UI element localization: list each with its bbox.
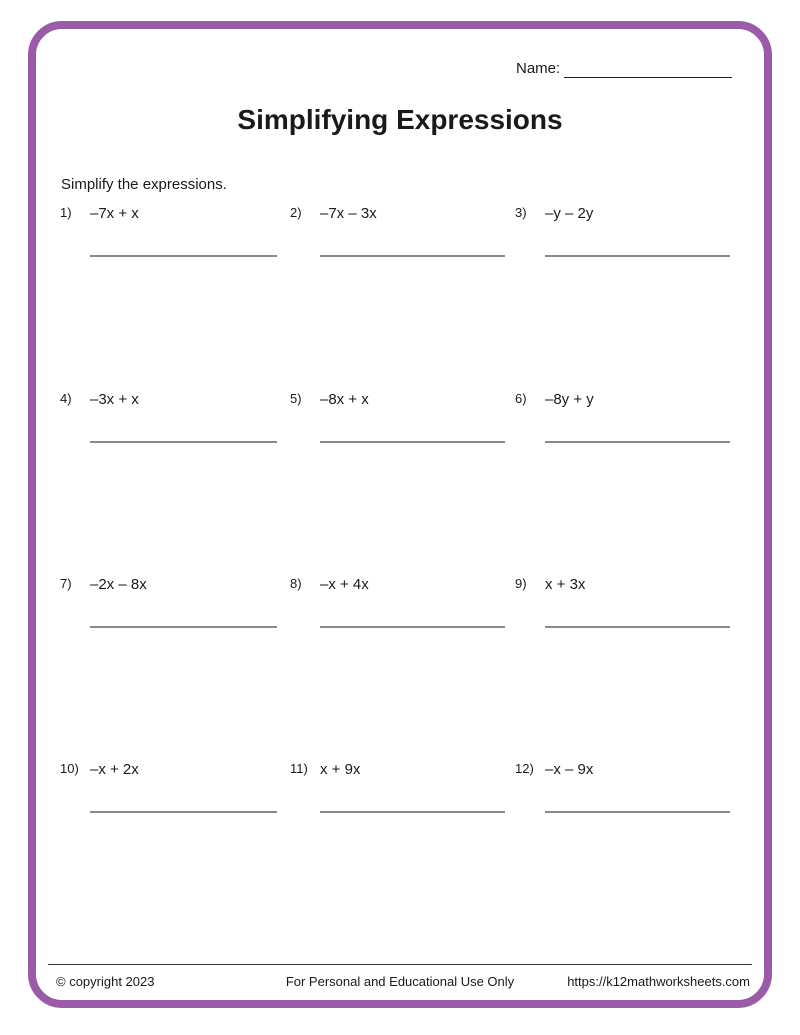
- problem-expression: –x + 2x: [90, 761, 139, 778]
- answer-line: [90, 255, 277, 257]
- footer-copyright: © copyright 2023: [56, 974, 155, 989]
- answer-line: [320, 811, 505, 813]
- problem-number: 2): [290, 205, 302, 220]
- problem-expression: x + 9x: [320, 761, 361, 778]
- problem-number: 4): [60, 391, 72, 406]
- problem-number: 7): [60, 576, 72, 591]
- page-border-frame: [28, 21, 772, 1008]
- problem-expression: –8x + x: [320, 391, 369, 408]
- answer-line: [545, 626, 730, 628]
- problem-cell-8: [290, 574, 505, 628]
- footer-divider: [48, 964, 752, 965]
- problem-cell-2: [290, 203, 505, 257]
- name-field-row: [516, 60, 732, 78]
- problem-expression: x + 3x: [545, 576, 586, 593]
- instructions-text: Simplify the expressions.: [61, 176, 227, 193]
- answer-line: [545, 255, 730, 257]
- problem-cell-4: [60, 389, 277, 443]
- answer-line: [545, 441, 730, 443]
- page-title: Simplifying Expressions: [237, 104, 563, 135]
- answer-line: [320, 626, 505, 628]
- problem-expression: –y – 2y: [545, 205, 594, 222]
- problem-cell-5: [290, 389, 505, 443]
- name-blank-line: [564, 61, 732, 78]
- answer-line: [90, 441, 277, 443]
- problem-expression: –7x + x: [90, 205, 139, 222]
- problem-number: 3): [515, 205, 527, 220]
- answer-line: [320, 441, 505, 443]
- problem-cell-1: [60, 203, 277, 257]
- problem-number: 11): [290, 761, 308, 776]
- problem-cell-11: [290, 759, 505, 813]
- problem-cell-7: [60, 574, 277, 628]
- problem-expression: –7x – 3x: [320, 205, 377, 222]
- problem-number: 6): [515, 391, 527, 406]
- problem-number: 9): [515, 576, 527, 591]
- problem-expression: –x + 4x: [320, 576, 369, 593]
- problem-expression: –3x + x: [90, 391, 139, 408]
- problem-cell-3: [515, 203, 730, 257]
- name-label: Name:: [516, 60, 561, 77]
- problem-number: 12): [515, 761, 534, 776]
- problem-expression: –2x – 8x: [90, 576, 147, 593]
- footer-website-link[interactable]: https://k12mathworksheets.com: [567, 974, 750, 989]
- answer-line: [320, 255, 505, 257]
- answer-line: [545, 811, 730, 813]
- answer-line: [90, 811, 277, 813]
- answer-line: [90, 626, 277, 628]
- problem-number: 1): [60, 205, 72, 220]
- footer-usage-text: For Personal and Educational Use Only: [285, 974, 515, 989]
- problem-expression: –x – 9x: [545, 761, 594, 778]
- problem-cell-12: [515, 759, 730, 813]
- problem-number: 8): [290, 576, 302, 591]
- problem-number: 5): [290, 391, 302, 406]
- problem-cell-9: [515, 574, 730, 628]
- problem-expression: –8y + y: [545, 391, 594, 408]
- problem-number: 10): [60, 761, 79, 776]
- problem-cell-10: [60, 759, 277, 813]
- problem-cell-6: [515, 389, 730, 443]
